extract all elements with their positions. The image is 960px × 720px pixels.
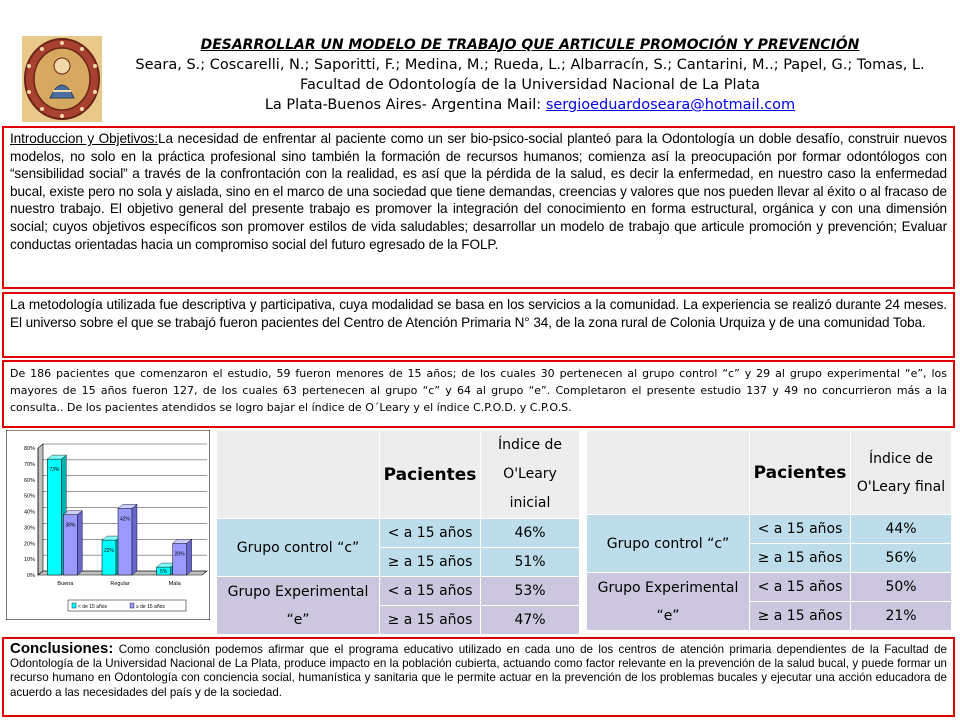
chart-ytick-label: 60% [23, 477, 35, 484]
table-cell-age: < a 15 años [750, 515, 851, 544]
email-link[interactable]: sergioeduardoseara@hotmail.com [545, 97, 796, 113]
intro-text: La necesidad de enfrentar al paciente como un ser bio-psico-social planteó para la Odontología un doble desafío, construir nuevos modelos, no solo en la práctica profesional sino también la formación de recursos humanos; comienza así la preocupación por formar odontólogos con “sensibilidad social” a través de la confrontación con la realidad, es así que la pérdida de la salud, es decir la enfermedad, en nuestro caso la enfermedad bucal, existe pero no sola y aislada, sino en el marco de una sociedad que tiene demandas, creencias y valores que nos pueden llevar al éxito o al fracaso de nuestro trabajo. El objetivo general del presente trabajo es promover la integración del conocimiento en forma estructural, orgánica y con una dimensión social; cuyos objetivos específicos son promover estilos de vida saludables; desarrollar un modelo de trabajo que articule promoción y prevención; Evaluar conductas orientadas hacia un compromiso social del futuro egresado de la FOLP. [10, 131, 947, 252]
table-header-empty [587, 431, 750, 515]
chart-legend-label: < de 15 años [78, 604, 108, 610]
chart-ytick-label: 20% [23, 541, 35, 548]
chart-bar-side [187, 539, 192, 575]
chart-side-wall [38, 444, 43, 575]
poster-header [110, 36, 950, 115]
table-oleary-final [586, 430, 952, 631]
chart-data-label: 38% [65, 522, 76, 529]
chart-bar [47, 459, 61, 575]
intro-heading: Introduccion y Objetivos: [10, 131, 159, 146]
chart-category-label: Regular [110, 581, 130, 587]
conclusions-text: Como conclusión podemos afirmar que el programa educativo utilizado en cada uno de los centros de atención primaria dependientes de la Facultad de Odontología de la Universidad Nacional de La Plata, produce impacto en la población cubierta, actuando como factor relevante en la prevención de la salud bucal, y puede formar un recurso humano en Odontología con conciencia social, humanística y sanitaria que le permite actuar en la prevención de los problemas bucales y ejecutar una acción educadora de acuerdo a las necesidades del país y de la sociedad. [10, 643, 947, 699]
chart-data-label: 22% [103, 548, 115, 555]
table-cell-value: 56% [851, 544, 952, 573]
table-group-control: Grupo control “c” [217, 519, 380, 577]
table-cell-age: ≥ a 15 años [380, 606, 481, 635]
location-line [110, 95, 950, 115]
table-cell-value: 44% [851, 515, 952, 544]
chart-legend [68, 600, 186, 611]
bar-chart [6, 430, 210, 620]
chart-ytick-label: 50% [23, 493, 35, 500]
table-cell-value: 51% [481, 548, 580, 577]
chart-ytick-label: 70% [23, 461, 35, 468]
chart-ytick-label: 10% [23, 557, 35, 564]
table-cell-age: ≥ a 15 años [380, 548, 481, 577]
chart-legend-label: ≥ de 15 años [136, 604, 165, 610]
chart-bar [102, 540, 116, 575]
table-cell-age: ≥ a 15 años [750, 602, 851, 631]
chart-ytick-label: 40% [23, 509, 35, 516]
table-cell-age: < a 15 años [380, 577, 481, 606]
institution: Facultad de Odontología de la Universidad Nacional de La Plata [300, 77, 760, 93]
chart-bar-side [77, 511, 82, 575]
conclusions-heading: Conclusiones: [10, 640, 114, 657]
table-header-index: Índice de O'Leary inicial [481, 431, 580, 519]
location: La Plata-Buenos Aires- Argentina Mail: [264, 97, 546, 113]
table-oleary-initial [216, 430, 580, 635]
conclusions-section [2, 637, 955, 717]
table-group-experimental: Grupo Experimental “e” [217, 577, 380, 635]
table-group-control: Grupo control “c” [587, 515, 750, 573]
chart-ytick-label: 30% [23, 525, 35, 532]
results-text: De 186 pacientes que comenzaron el estudio, 59 fueron menores de 15 años; de los cuales 30 pertenecen al grupo control “c” y 29 al grupo experimental “e”, los mayores de 15 años fueron 127, de los cuales 63 pertenecen al grupo “c” y 64 al grupo “e”. Completaron el presente estudio 137 y 49 no concurrieron más a la consulta.. De los pacientes atendidos se logro bajar el índice de O´Leary y el índice C.P.O.D. y C.P.O.S. [10, 367, 947, 414]
chart-ytick-label: 80% [23, 446, 35, 452]
chart-category-label: Buena [57, 581, 74, 587]
chart-ytick-label: 0% [27, 573, 35, 579]
chart-category-label: Mala [168, 581, 181, 587]
chart-data-label: 20% [174, 551, 185, 558]
table-cell-age: ≥ a 15 años [750, 544, 851, 573]
table-cell-age: < a 15 años [750, 573, 851, 602]
authors: Seara, S.; Coscarelli, N.; Saporitti, F.; Medina, M.; Rueda, L.; Albarracín, S.; Cantarini, M..; Papel, G.; Tomas, L. [135, 57, 925, 73]
poster-title: DESARROLLAR UN MODELO DE TRABAJO QUE ARTICULE PROMOCIÓN Y PREVENCIÓN [200, 37, 860, 53]
table-header-index: Índice de O'Leary final [851, 431, 952, 515]
table-cell-value: 47% [481, 606, 580, 635]
chart-legend-swatch [72, 603, 76, 608]
table-cell-age: < a 15 años [380, 519, 481, 548]
table-header-pacientes: Pacientes [380, 431, 481, 519]
table-header-pacientes: Pacientes [750, 431, 851, 515]
chart-bar-side [132, 504, 137, 575]
intro-section [2, 126, 955, 289]
chart-legend-swatch [130, 603, 134, 608]
chart-frame [6, 430, 210, 620]
table-header-empty [217, 431, 380, 519]
table-cell-value: 21% [851, 602, 952, 631]
chart-data-label: 42% [119, 516, 131, 523]
table-cell-value: 53% [481, 577, 580, 606]
results-section [2, 360, 955, 428]
table-group-experimental: Grupo Experimental “e” [587, 573, 750, 631]
table-cell-value: 50% [851, 573, 952, 602]
chart-data-label: 73% [49, 467, 60, 474]
methodology-text: La metodología utilizada fue descriptiva y participativa, cuya modalidad se basa en los servicios a la comunidad. La experiencia se realizó durante 24 meses. El universo sobre el que se trabajó fueron pacientes del Centro de Atención Primaria N° 34, de la zona rural de Colonia Urquiza y de una comunidad Toba. [10, 297, 947, 330]
university-seal-logo [22, 36, 102, 122]
chart-bar [173, 543, 187, 575]
chart-data-label: 5% [160, 569, 168, 575]
table-cell-value: 46% [481, 519, 580, 548]
methodology-section [2, 292, 955, 358]
